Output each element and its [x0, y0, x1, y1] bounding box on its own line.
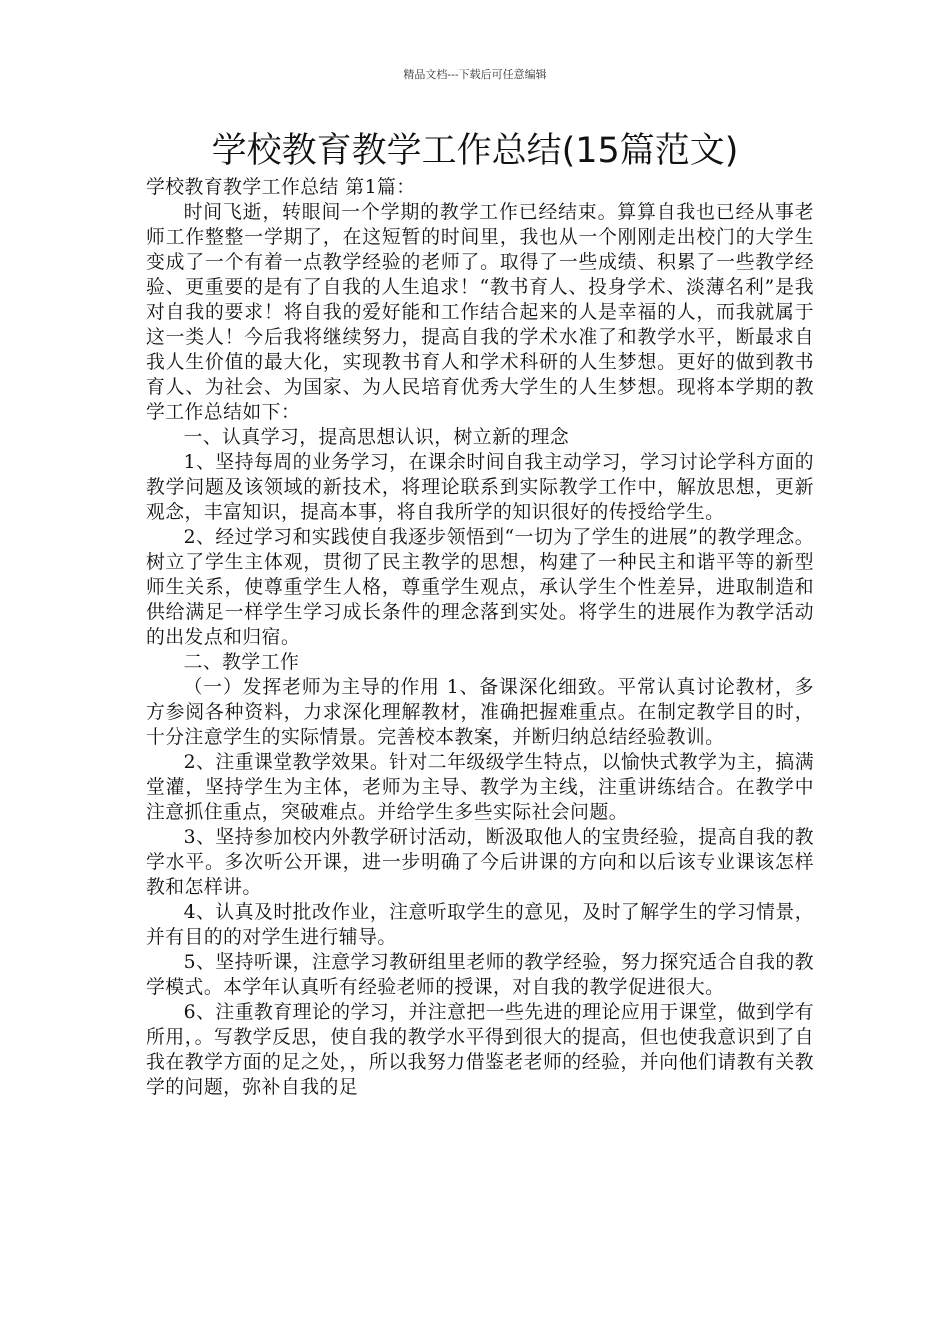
section-heading: 学校教育教学工作总结 第1篇：	[146, 177, 416, 198]
paragraph-item-6: 5、坚持听课，注意学习教研组里老师的教学经验，努力探究适合自我的教学模式。本学年认真听有经验老师的授课，对自我的教学促进很大。	[146, 952, 814, 998]
paragraph-item-2: 2、经过学习和实践使自我逐步领悟到“一切为了学生的进展”的教学理念。树立了学生主体观，贯彻了民主教学的思想，构建了一种民主和谐平等的新型师生关系，使尊重学生人格，尊重学生观点，承认学生个性差异，进取制造和供给满足一样学生学习成长条件的理念落到实处。将学生的进展作为教学活动的出发点和归宿。	[146, 527, 814, 648]
paragraph-item-7: 6、注重教育理论的学习，并注意把一些先进的理论应用于课堂，做到学有所用，。写教学反思，使自我的教学水平得到很大的提高，但也使我意识到了自我在教学方面的足之处，，所以我努力借鉴老老师的经验，并向他们请教有关教学的问题，弥补自我的足	[146, 1002, 814, 1098]
paragraph-subsection-1: （一）发挥老师为主导的作用 1、备课深化细致。平常认真讨论教材，多方参阅各种资料，力求深化理解教材，准确把握难重点。在制定教学目的时，十分注意学生的实际情景。完善校本教案，并断归纳总结经验教训。	[146, 677, 814, 748]
paragraph-item-1: 1、坚持每周的业务学习，在课余时间自我主动学习，学习讨论学科方面的教学问题及该领域的新技术，将理论联系到实际教学工作中，解放思想，更新观念，丰富知识，提高本事，将自我所学的知识很好的传授给学生。	[146, 452, 814, 523]
paragraph-item-5: 4、认真及时批改作业，注意听取学生的意见，及时了解学生的学习情景，并有目的的对学生进行辅导。	[146, 902, 814, 948]
document-title: 学校教育教学工作总结(15篇范文)	[211, 131, 739, 171]
paragraph-heading-1: 一、认真学习，提高思想认识，树立新的理念	[183, 427, 570, 448]
document-body	[146, 175, 814, 1100]
paragraph-intro: 时间飞逝，转眼间一个学期的教学工作已经结束。算算自我也已经从事老师工作整整一学期了，在这短暂的时间里，我也从一个刚刚走出校门的大学生变成了一个有着一点教学经验的老师了。取得了一些成绩、积累了一些教学经验、更重要的是有了自我的人生追求！“教书育人、投身学术、淡薄名利”是我对自我的要求！将自我的爱好能和工作结合起来的人是幸福的人，而我就属于这一类人！今后我将继续努力，提高自我的学术水准了和教学水平，断最求自我人生价值的最大化，实现教书育人和学术科研的人生梦想。更好的做到教书育人、为社会、为国家、为人民培育优秀大学生的人生梦想。现将本学期的教学工作总结如下：	[146, 202, 814, 423]
header-note: 精品文档---下载后可任意编辑	[403, 68, 547, 81]
paragraph-heading-2: 二、教学工作	[183, 652, 300, 673]
paragraph-item-3: 2、注重课堂教学效果。针对二年级级学生特点，以愉快式教学为主，搞满堂灌，坚持学生为主体，老师为主导、教学为主线，注重讲练结合。在教学中注意抓住重点，突破难点。并给学生多些实际社会问题。	[146, 752, 814, 823]
paragraph-item-4: 3、坚持参加校内外教学研讨活动，断汲取他人的宝贵经验，提高自我的教学水平。多次听公开课，进一步明确了今后讲课的方向和以后该专业课该怎样教和怎样讲。	[146, 827, 814, 898]
